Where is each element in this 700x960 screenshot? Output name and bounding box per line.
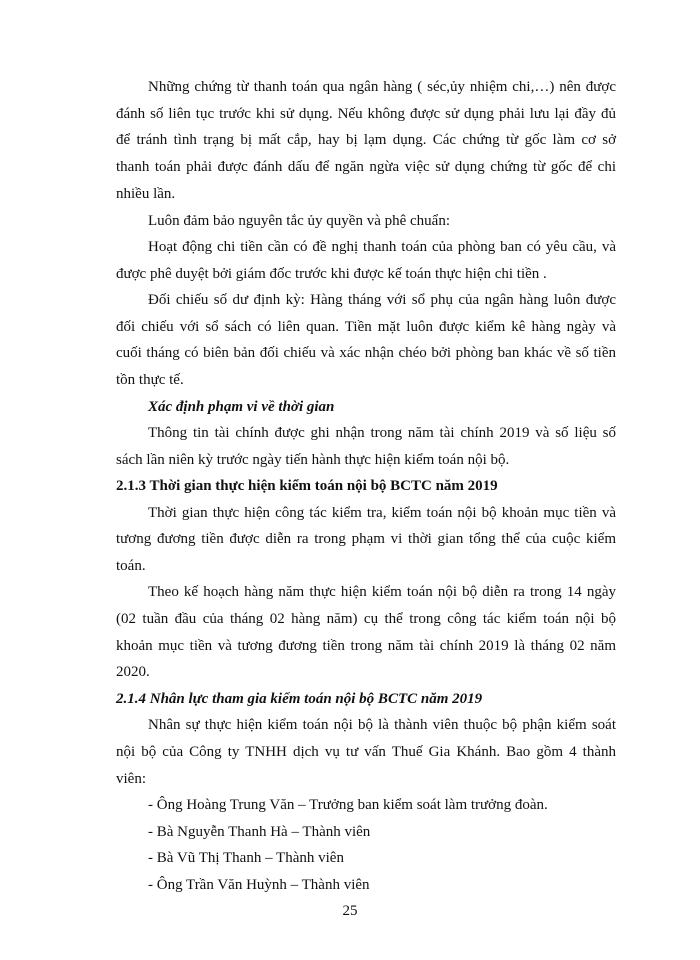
body-text-line: Theo kế hoạch hàng năm thực hiện kiểm toán nội bộ diễn ra trong 14 ngày	[148, 584, 616, 600]
body-text-line: viên:	[116, 771, 146, 787]
body-text-line: để tránh tình trạng bị mất cắp, hay bị lạm dụng. Các chứng từ gốc làm cơ sở	[116, 132, 616, 148]
body-text-line: 2020.	[116, 664, 150, 680]
body-text-line: nhiều lần.	[116, 186, 176, 202]
member-list-item: - Ông Trần Văn Huỳnh – Thành viên	[148, 877, 370, 893]
section-heading-2-1-3: 2.1.3 Thời gian thực hiện kiểm toán nội bộ BCTC năm 2019	[116, 478, 498, 494]
body-text-line: tồn thực tế.	[116, 372, 184, 388]
body-text-line: Đối chiếu số dư định kỳ: Hàng tháng với sổ phụ của ngân hàng luôn được	[148, 292, 616, 308]
body-text-line: cuối tháng có biên bản đối chiếu và xác nhận chéo bởi phòng ban khác về số tiền	[116, 345, 616, 361]
body-text-line: Những chứng từ thanh toán qua ngân hàng ( séc,ủy nhiệm chi,…) nên được	[148, 79, 616, 95]
body-text-line: thanh toán phải được đánh dấu để ngăn ngừa việc sử dụng chứng từ gốc để chi	[116, 159, 616, 175]
body-text-line: (02 tuần đầu của tháng 02 hàng năm) cụ thể trong công tác kiểm toán nội bộ	[116, 611, 616, 627]
body-text-line: Thời gian thực hiện công tác kiểm tra, kiểm toán nội bộ khoản mục tiền và	[148, 505, 616, 521]
subheading-time-scope: Xác định phạm vi về thời gian	[148, 399, 335, 415]
body-text-line: sách lần niên kỳ trước ngày tiến hành thực hiện kiểm toán nội bộ.	[116, 452, 510, 468]
body-text-line: đối chiếu với sổ sách có liên quan. Tiền mặt luôn được kiểm kê hàng ngày và	[116, 319, 616, 335]
body-text-line: khoản mục tiền và tương đương tiền trong năm tài chính 2019 là tháng 02 năm	[116, 638, 616, 654]
body-text-line: tương đương tiền được diễn ra trong phạm vi thời gian tổng thể của cuộc kiểm	[116, 531, 616, 547]
member-list-item: - Bà Vũ Thị Thanh – Thành viên	[148, 850, 344, 866]
section-heading-2-1-4: 2.1.4 Nhân lực tham gia kiểm toán nội bộ BCTC năm 2019	[116, 691, 483, 707]
body-text-line: Thông tin tài chính được ghi nhận trong năm tài chính 2019 và số liệu số	[148, 425, 616, 441]
body-text-line: đánh số liên tục trước khi sử dụng. Nếu không được sử dụng phải lưu lại đầy đủ	[116, 106, 616, 122]
body-text-line: nội bộ của Công ty TNHH dịch vụ tư vấn Thuế Gia Khánh. Bao gồm 4 thành	[116, 744, 616, 760]
body-text-line: Nhân sự thực hiện kiểm toán nội bộ là thành viên thuộc bộ phận kiểm soát	[148, 717, 616, 733]
body-text-line: được phê duyệt bởi giám đốc trước khi được kế toán thực hiện chi tiền .	[116, 266, 547, 282]
body-text-line: toán.	[116, 558, 146, 574]
member-list-item: - Bà Nguyễn Thanh Hà – Thành viên	[148, 824, 371, 840]
member-list-item: - Ông Hoàng Trung Văn – Trưởng ban kiểm soát làm trưởng đoàn.	[148, 797, 548, 813]
body-text-line: Hoạt động chi tiền cần có đề nghị thanh toán của phòng ban có yêu cầu, và	[148, 239, 616, 255]
page-number: 25	[342, 903, 358, 919]
body-text-line: Luôn đảm bảo nguyên tắc ủy quyền và phê chuẩn:	[148, 213, 450, 229]
